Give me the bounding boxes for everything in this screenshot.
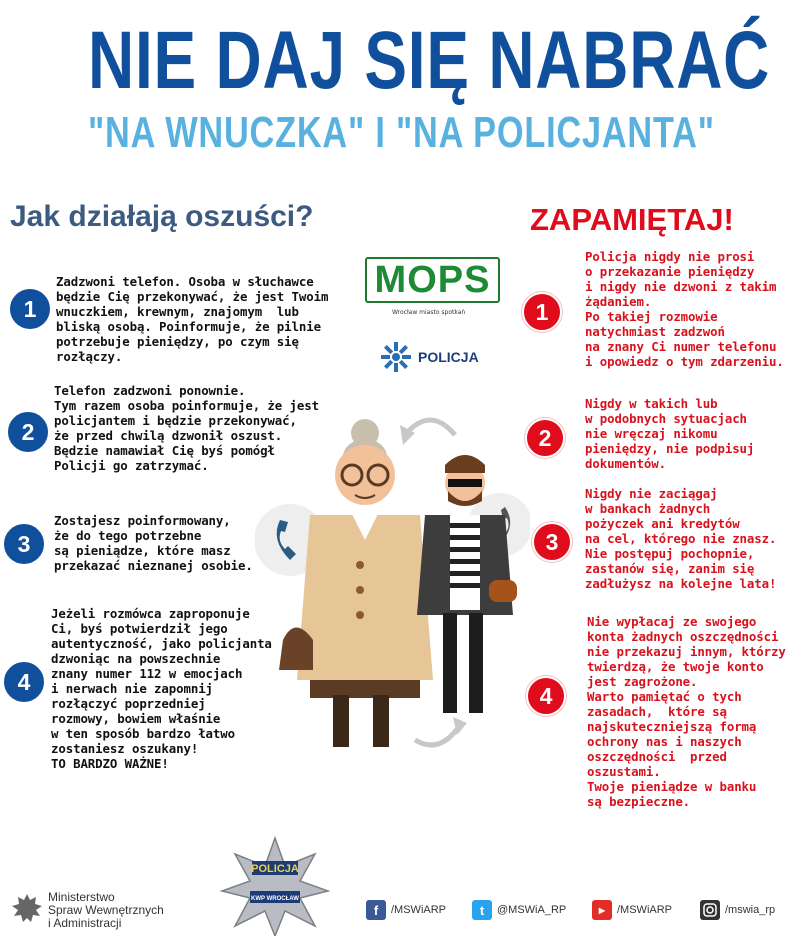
right-step-1-badge: 1 (522, 292, 562, 332)
facebook-link[interactable] (366, 900, 446, 920)
police-badge-logo (220, 836, 330, 936)
right-step-4-text: Nie wypłacaj ze swojego konta żadnych oszczędności nie przekazuj innym, którzy twierdzą, że twoje konto jest zagrożone. Warto pamiętać o tych zasadach, które są najskuteczniejszą formą ochrony nas i naszych oszczędności przed oszustami. Twoje pieniądze w banku są bezpieczne. (587, 614, 786, 809)
instagram-icon (700, 900, 720, 920)
badge-top-text: POLICJA (251, 863, 299, 875)
polish-eagle-icon (10, 892, 44, 930)
left-step-2-badge: 2 (8, 412, 48, 452)
ministry-name (48, 891, 164, 930)
left-step-3-badge: 3 (4, 524, 44, 564)
left-step-4-text: Jeżeli rozmówca zaproponuje Ci, byś potwierdził jego autentyczność, jako policjanta dzwoniąc na powszechnie znany numer 112 w emocjach i nerwach nie zapomnij rozłączyć poprzedniej rozmowy, bowiem właśnie w ten sposób bardzo łatwo zostaniesz oszukany! TO BARDZO WAŻNE! (51, 606, 272, 771)
policja-logo (380, 341, 479, 373)
youtube-icon: ▶ (592, 900, 612, 920)
left-step-2-text: Telefon zadzwoni ponownie. Tym razem osoba poinformuje, że jest policjantem i będzie przekonywać, że przed chwilą dzwonił oszust. Będzie namawiał Cię byś pomógł Policji go zatrzymać. (54, 383, 319, 473)
mops-subtitle: Wrocław miasto spotkań (392, 309, 466, 316)
illustration-grandmother-and-scammer (255, 395, 530, 760)
poster-title: NIE DAJ SIĘ NABRAĆ (88, 15, 771, 106)
ministry-line-2: Spraw Wewnętrznych (48, 903, 164, 917)
right-heading: ZAPAMIĘTAJ! (530, 202, 734, 237)
instagram-handle: /mswia_rp (725, 904, 776, 916)
poster-subtitle: "NA WNUCZKA" I "NA POLICJANTA" (88, 108, 715, 157)
right-step-1-text: Policja nigdy nie prosi o przekazanie pieniędzy i nigdy nie dzwoni z takim żądaniem. Po takiej rozmowie natychmiast zadzwoń na znany Ci numer telefonu i opowiedz o tym zdarzeniu. (585, 249, 784, 369)
twitter-icon: t (472, 900, 492, 920)
facebook-icon: f (366, 900, 386, 920)
twitter-handle: @MSWiA_RP (497, 904, 567, 916)
right-step-4-badge: 4 (526, 676, 566, 716)
facebook-handle: /MSWiARP (391, 904, 446, 916)
left-heading: Jak działają oszuści? (10, 200, 314, 233)
badge-bottom-text: KWP WROCŁAW (251, 896, 299, 902)
right-step-2-text: Nigdy w takich lub w podobnych sytuacjach nie wręczaj nikomu pieniędzy, nie podpisuj dokumentów. (585, 396, 755, 471)
mops-logo: MOPS (365, 257, 500, 303)
left-step-3-text: Zostajesz poinformowany, że do tego potrzebne są pieniądze, które masz przekazać nieznanej osobie. (54, 513, 253, 573)
twitter-link[interactable] (472, 900, 566, 920)
youtube-handle: /MSWiARP (617, 904, 672, 916)
ministry-line-1: Ministerstwo (48, 890, 115, 904)
right-step-3-text: Nigdy nie zaciągaj w bankach żadnych pożyczek ani kredytów na cel, którego nie znasz. Nie postępuj pochopnie, zastanów się, zanim się zadłużysz na kolejne lata! (585, 486, 777, 591)
right-step-2-badge: 2 (525, 418, 565, 458)
left-step-4-badge: 4 (4, 662, 44, 702)
youtube-link[interactable] (592, 900, 672, 920)
policja-logo-text: POLICJA (418, 349, 479, 365)
instagram-link[interactable] (700, 900, 775, 920)
police-star-icon (380, 341, 412, 373)
right-step-3-badge: 3 (532, 522, 572, 562)
left-step-1-badge: 1 (10, 289, 50, 329)
left-step-1-text: Zadzwoni telefon. Osoba w słuchawce będzie Cię przekonywać, że jest Twoim wnuczkiem, krewnym, znajomym lub bliską osobą. Poinformuje, że pilnie potrzebuje pieniędzy, po czym się rozłączy. (56, 274, 329, 364)
ministry-line-3: i Administracji (48, 916, 122, 930)
grandmother-figure (279, 419, 433, 747)
